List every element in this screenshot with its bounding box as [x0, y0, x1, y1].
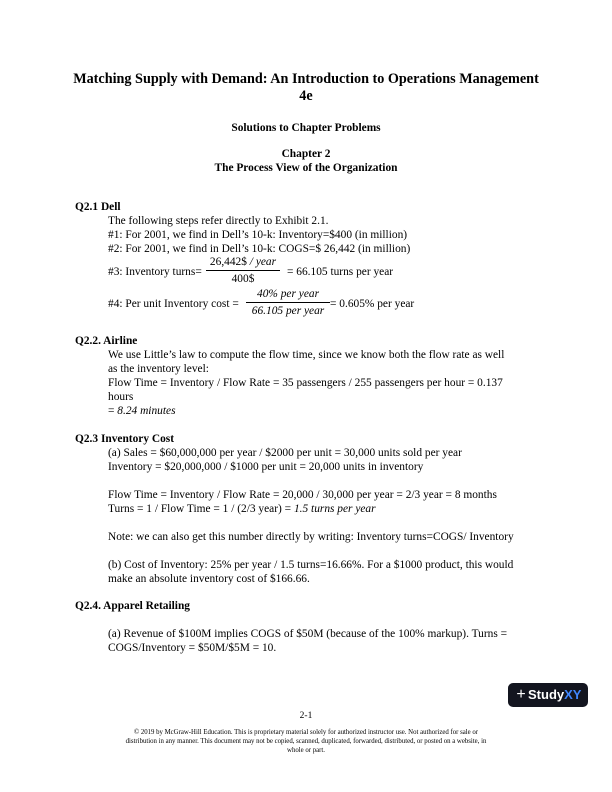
- q24-line-1: (a) Revenue of $100M implies COGS of $50M (because of the 100% markup). Turns =: [108, 628, 508, 640]
- q22-equals: =: [108, 405, 118, 417]
- q22-line-2: as the inventory level:: [108, 363, 209, 375]
- q22-flow-time-result: 8.24 minutes: [117, 405, 176, 417]
- q23-turns-result: 1.5 turns per year: [293, 503, 376, 515]
- book-edition: 4e: [299, 88, 313, 104]
- q23-line-4: [108, 502, 376, 516]
- q21-step4-fraction-bar: [246, 302, 330, 303]
- q22-line-4: hours: [108, 391, 134, 403]
- copyright-line-1: © 2019 by McGraw-Hill Education. This is proprietary material solely for authorized instructor use. Not authorized for sale or: [133, 729, 479, 736]
- q21-step3-label: #3: Inventory turns=: [108, 266, 202, 278]
- q21-step3-numerator-unit: / year: [246, 256, 277, 268]
- q21-step4-result: = 0.605% per year: [330, 298, 415, 310]
- q21-step3-numerator-value: 26,442$: [209, 256, 247, 268]
- q21-heading: Q2.1 Dell: [75, 201, 121, 213]
- q23-line-2: Inventory = $20,000,000 / $1000 per unit = 20,000 units in inventory: [108, 461, 424, 473]
- chapter-number: Chapter 2: [281, 148, 331, 160]
- q23-line-6: (b) Cost of Inventory: 25% per year / 1.5 turns=16.66%. For a $1000 product, this would: [108, 559, 514, 571]
- studyxy-logo[interactable]: [508, 683, 588, 707]
- plus-icon: +: [516, 686, 526, 703]
- q24-heading: Q2.4. Apparel Retailing: [75, 600, 190, 612]
- copyright-line-3: whole or part.: [287, 747, 325, 754]
- q22-line-1: We use Little’s law to compute the flow time, since we know both the flow rate as well: [108, 349, 505, 361]
- q24-line-2: COGS/Inventory = $50M/$5M = 10.: [108, 642, 277, 654]
- logo-text-study: Study: [528, 687, 565, 702]
- q21-step3-result: = 66.105 turns per year: [287, 266, 394, 278]
- q23-line-1: (a) Sales = $60,000,000 per year / $2000 per unit = 30,000 units sold per year: [108, 447, 462, 459]
- page-number: 2-1: [299, 711, 313, 721]
- q23-line-7: make an absolute inventory cost of $166.66.: [108, 573, 310, 585]
- q23-turns-formula: Turns = 1 / Flow Time = 1 / (2/3 year) =: [108, 503, 294, 515]
- q21-step3-numerator: [206, 256, 280, 269]
- book-title: Matching Supply with Demand: An Introduction to Operations Management: [73, 71, 539, 87]
- q22-line-3: Flow Time = Inventory / Flow Rate = 35 passengers / 255 passengers per hour = 0.137: [108, 377, 503, 389]
- q21-step3-denominator: 400$: [231, 273, 255, 285]
- chapter-title: The Process View of the Organization: [214, 162, 398, 174]
- q21-line-1: The following steps refer directly to Exhibit 2.1.: [108, 215, 329, 227]
- q23-line-3: Flow Time = Inventory / Flow Rate = 20,000 / 30,000 per year = 2/3 year = 8 months: [108, 489, 497, 501]
- copyright-line-2: distribution in any manner. This document may not be copied, scanned, duplicated, forwarded, distributed, or posted on a website, in: [125, 738, 487, 745]
- q21-line-3: #2: For 2001, we find in Dell’s 10-k: COGS=$ 26,442 (in million): [108, 243, 411, 255]
- q21-step4-numerator: 40% per year: [257, 288, 319, 300]
- q23-heading: Q2.3 Inventory Cost: [75, 433, 175, 445]
- document-subtitle: Solutions to Chapter Problems: [231, 122, 381, 134]
- q23-note: Note: we can also get this number directly by writing: Inventory turns=COGS/ Inventory: [108, 531, 514, 543]
- q21-step4-label: #4: Per unit Inventory cost =: [108, 298, 239, 310]
- q22-line-5: [108, 404, 176, 418]
- q21-step4-denominator: 66.105 per year: [251, 305, 325, 317]
- q22-heading: Q2.2. Airline: [75, 335, 138, 347]
- logo-text-xy: XY: [564, 687, 582, 702]
- q21-step3-fraction-bar: [206, 270, 280, 271]
- q21-line-2: #1: For 2001, we find in Dell’s 10-k: Inventory=$400 (in million): [108, 229, 408, 241]
